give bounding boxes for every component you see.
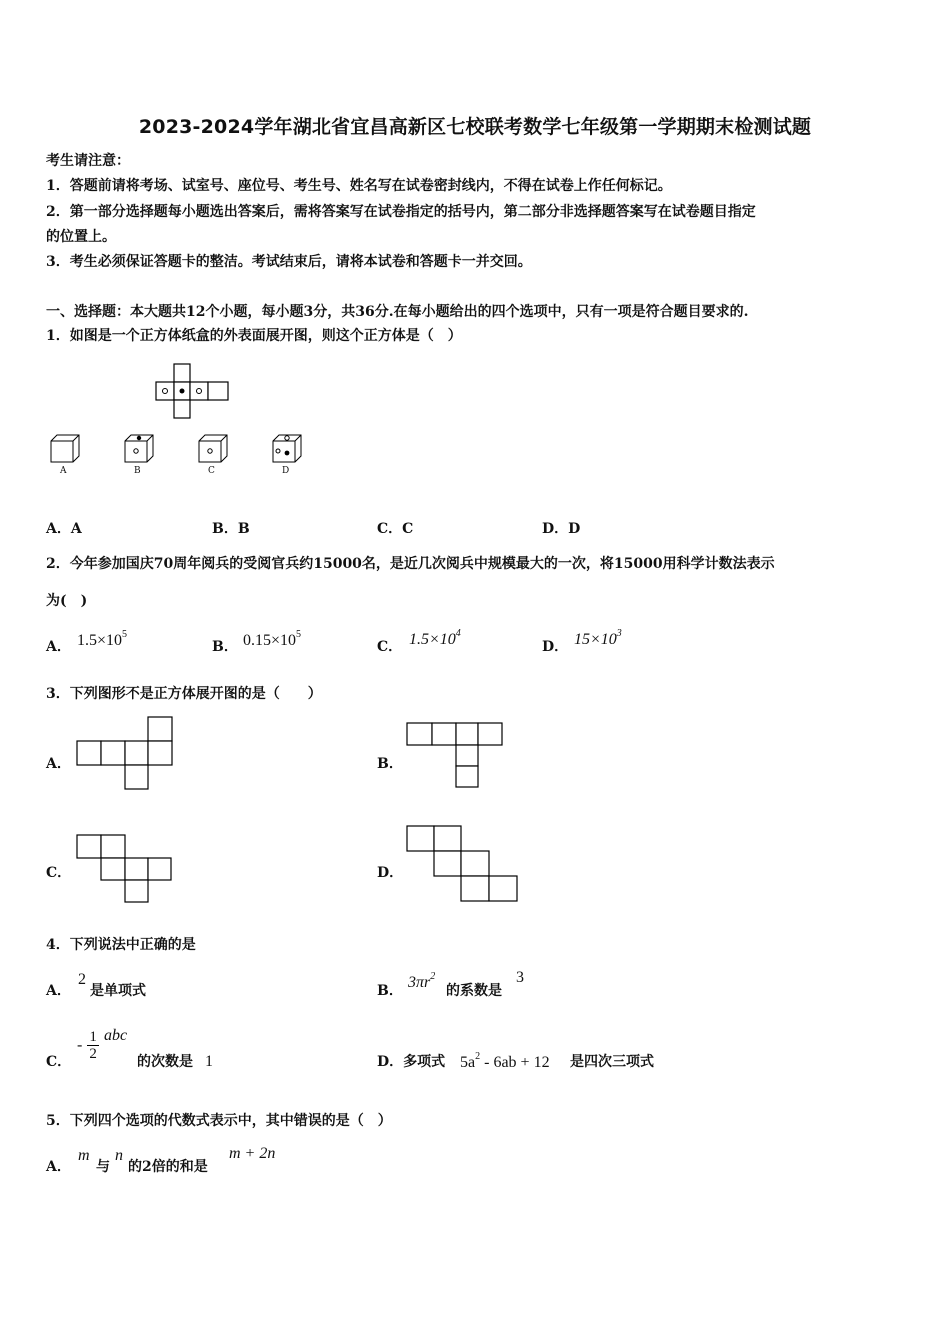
q4-d-text: 是四次三项式 <box>570 1054 654 1070</box>
q4-b-math: $3\pi r^2$ <box>408 971 436 991</box>
q2-value-b: $0.15\times 10^5$ <box>243 629 302 649</box>
q4-label-d: D．多项式 <box>377 1054 446 1070</box>
q3-net-c <box>76 834 176 904</box>
section-heading: 一、选择题：本大题共12个小题，每小题3分，共36分.在每小题给出的四个选项中，只有一项是符合题目要求的. <box>46 304 749 320</box>
q5-stem: 5．下列四个选项的代数式表示中，其中错误的是（ ） <box>46 1113 392 1129</box>
q5-a-text1: 与 <box>96 1159 110 1175</box>
q5-a-n: n <box>115 1147 123 1164</box>
q1-cube-b <box>122 433 156 465</box>
notice-item-3: 3．考生必须保证答题卡的整洁。考试结束后，请将本试卷和答题卡一并交回。 <box>46 254 532 270</box>
notice-item-2-cont: 的位置上。 <box>46 229 116 245</box>
q4-d-polynomial: $5a^2 - 6ab + 12$ <box>460 1051 550 1071</box>
q3-label-a: A． <box>46 756 71 772</box>
q1-stem: 1．如图是一个正方体纸盒的外表面展开图，则这个正方体是（ ） <box>46 328 462 344</box>
page-title: 2023-2024学年湖北省宜昌高新区七校联考数学七年级第一学期期末检测试题 <box>138 116 812 138</box>
q1-cube-label-b: B <box>134 466 141 476</box>
q1-option-d: D．D <box>542 521 581 537</box>
q2-value-a: $1.5\times 10^5$ <box>77 629 128 649</box>
q1-cube-a <box>48 433 82 465</box>
q2-stem: 2．今年参加国庆70周年阅兵的受阅官兵约15000名，是近几次阅兵中规模最大的一次，将15000用科学计数法表示 <box>46 556 775 572</box>
q4-label-c: C． <box>46 1054 72 1070</box>
q4-label-a: A． <box>46 983 71 999</box>
q2-value-d: $15\times 10^3$ <box>574 628 622 648</box>
notice-item-1: 1．答题前请将考场、试室号、座位号、考生号、姓名写在试卷密封线内，不得在试卷上作任何标记。 <box>46 178 672 194</box>
q3-label-d: D． <box>377 865 404 881</box>
q3-stem: 3．下列图形不是正方体展开图的是（ ） <box>46 686 322 702</box>
q4-stem: 4．下列说法中正确的是 <box>46 937 196 953</box>
q5-a-expr: m + 2n <box>229 1145 276 1162</box>
q1-cube-label-a: A <box>60 466 67 476</box>
q2-label-c: C． <box>377 639 403 655</box>
q4-c-value: 1 <box>205 1053 213 1070</box>
q2-label-a: A． <box>46 639 71 655</box>
q1-cube-net <box>150 362 240 422</box>
q1-cube-d <box>270 433 304 465</box>
q2-stem-cont: 为( ) <box>46 593 88 609</box>
notice-heading: 考生请注意： <box>46 153 130 169</box>
q1-cube-label-c: C <box>208 466 215 476</box>
q5-a-text2: 的2倍的和是 <box>128 1159 208 1175</box>
q4-label-b: B． <box>377 983 403 999</box>
q3-net-a <box>76 716 176 790</box>
q4-c-math: - $\frac{1}{2}$ abc <box>77 1027 128 1062</box>
q1-cube-label-d: D <box>282 466 290 476</box>
q5-label-a: A． <box>46 1159 71 1175</box>
q4-a-math: 2 <box>78 971 86 988</box>
q3-label-c: C． <box>46 865 72 881</box>
q4-c-text: 的次数是 <box>137 1054 193 1070</box>
q3-label-b: B． <box>377 756 403 772</box>
q2-label-d: D． <box>542 639 569 655</box>
q1-cube-c <box>196 433 230 465</box>
q1-option-c: C．C <box>377 521 414 537</box>
notice-item-2: 2．第一部分选择题每小题选出答案后，需将答案写在试卷指定的括号内，第二部分非选择题答案写在试卷题目指定 <box>46 204 756 220</box>
q4-b-text: 的系数是 <box>446 983 502 999</box>
q2-value-c: $1.5\times 10^4$ <box>409 628 461 648</box>
q1-option-a: A．A <box>46 521 82 537</box>
q4-a-text: 是单项式 <box>90 983 146 999</box>
q4-b-value: 3 <box>516 969 524 986</box>
q2-label-b: B． <box>212 639 238 655</box>
q5-a-m: m <box>78 1147 90 1164</box>
q3-net-b <box>406 722 506 790</box>
q3-net-d <box>406 825 522 905</box>
q1-option-b: B．B <box>212 521 250 537</box>
